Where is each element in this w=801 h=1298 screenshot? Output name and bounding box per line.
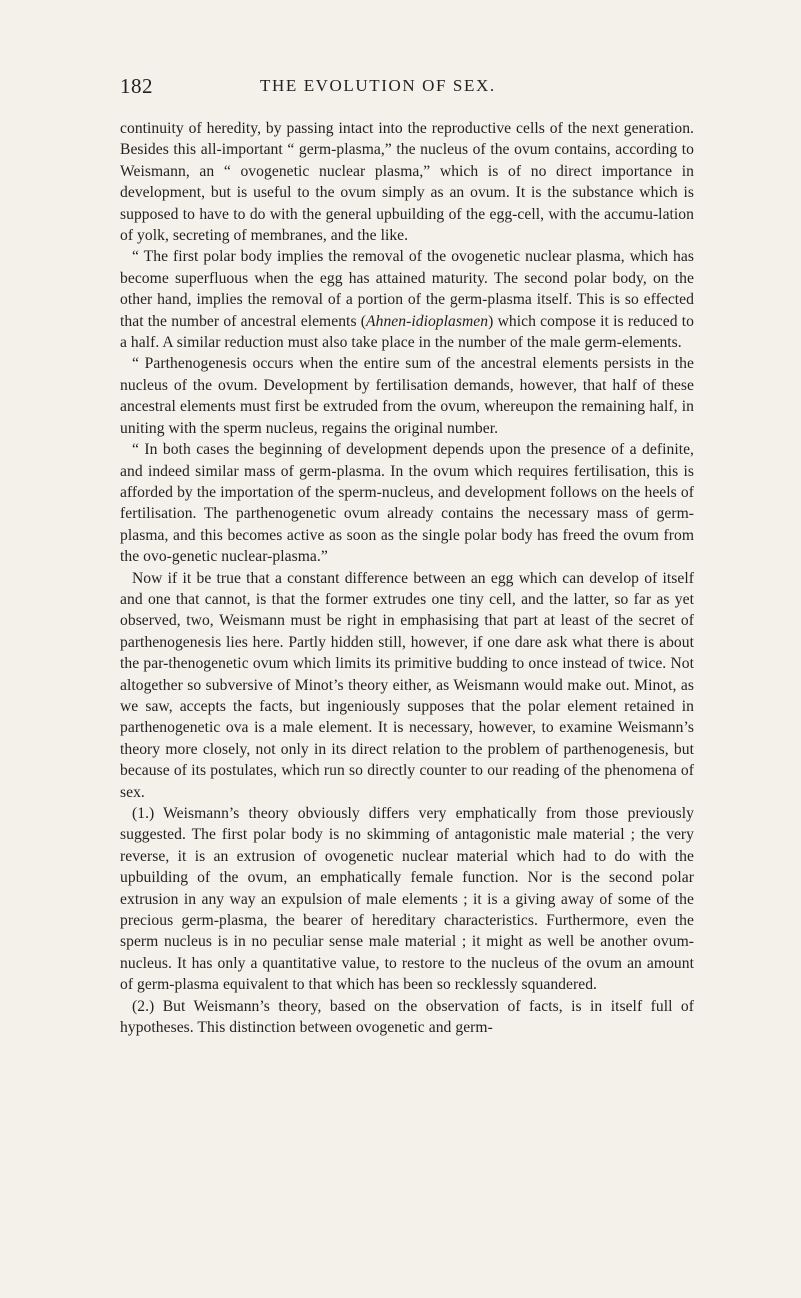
paragraph-2 (120, 246, 694, 353)
body-text (120, 118, 694, 1038)
page-number: 182 (120, 74, 153, 98)
running-title: THE EVOLUTION OF SEX. (260, 76, 496, 95)
paragraph-4: “ In both cases the beginning of development depends upon the presence of a definite, and indeed similar mass of germ-plasma. In the ovum which requires fertilisation, this is afforded by the importation of the sperm-nucleus, and development follows on the heels of fertilisation. The parthenogenetic ovum already contains the necessary mass of germ-plasma, and this becomes active as soon as the single polar body has freed the ovum from the ovo-genetic nuclear-plasma.” (120, 441, 694, 566)
paragraph-2-text-a: “ The first polar body implies the removal of the ovogenetic nuclear plasma, which has become superfluous when the egg has attained maturity. The second polar body, on the other hand, implies the removal of a portion of the germ-plasma itself. This is so effected that the number of ancestral elements ( (120, 248, 694, 330)
ahnen-idioplasmen-term: Ahnen-idioplasmen (366, 312, 489, 330)
page-header (120, 74, 690, 104)
paragraph-7: (2.) But Weismann’s theory, based on the observation of facts, is in itself full of hypotheses. This distinction between ovogenetic and germ- (120, 997, 694, 1037)
paragraph-1: continuity of heredity, by passing intact into the reproductive cells of the next generation. Besides this all-important “ germ-plasma,” the nucleus of the ovum contains, according to Weismann, an “ ovogenetic nuclear plasma,” which is of no direct importance in development, but is useful to the ovum simply as an ovum. It is the substance which is supposed to have to do with the general upbuilding of the egg-cell, with the accumu-lation of yolk, secreting of membranes, and the like. (120, 120, 694, 245)
paragraph-3: “ Parthenogenesis occurs when the entire sum of the ancestral elements persists in the nucleus of the ovum. Development by fertilisation demands, however, that half of these ancestral elements must first be extruded from the ovum, whereupon the remaining half, in uniting with the sperm nucleus, regains the original number. (120, 355, 694, 437)
paragraph-2-text-b: ) which compose it is reduced to a half. A similar reduction must also take place in the number of the male germ-elements. (120, 312, 694, 352)
paragraph-5: Now if it be true that a constant difference between an egg which can develop of itself and one that cannot, is that the former extrudes one tiny cell, and the latter, so far as yet observed, two, Weismann must be right in emphasising that part at least of the secret of parthenogenesis lies here. Partly hidden still, however, if one dare ask what there is about the par-thenogenetic ovum which limits its primitive budding to once instead of twice. Not altogether so subversive of Minot’s theory either, as Weismann would make out. Minot, as we saw, accepts the facts, but ingeniously supposes that the polar element retained in parthenogenetic ova is a male element. It is necessary, however, to examine Weismann’s theory more closely, not only in its direct relation to the problem of parthenogenesis, but because of its postulates, which run so directly counter to our reading of the phenomena of sex. (120, 569, 694, 801)
paragraph-6: (1.) Weismann’s theory obviously differs very emphatically from those previously suggested. The first polar body is no skimming of antagonistic male material ; the very reverse, it is an extrusion of ovogenetic nuclear material which had to do with the upbuilding of the ovum, an emphatically female function. Nor is the second polar extrusion in any way an expulsion of male elements ; it is a giving away of some of the precious germ-plasma, the bearer of hereditary characteristics. Furthermore, even the sperm nucleus is in no peculiar sense male material ; it might as well be another ovum-nucleus. It has only a quantitative value, to restore to the nucleus of the ovum an amount of germ-plasma equivalent to that which has been so recklessly squandered. (120, 805, 694, 994)
